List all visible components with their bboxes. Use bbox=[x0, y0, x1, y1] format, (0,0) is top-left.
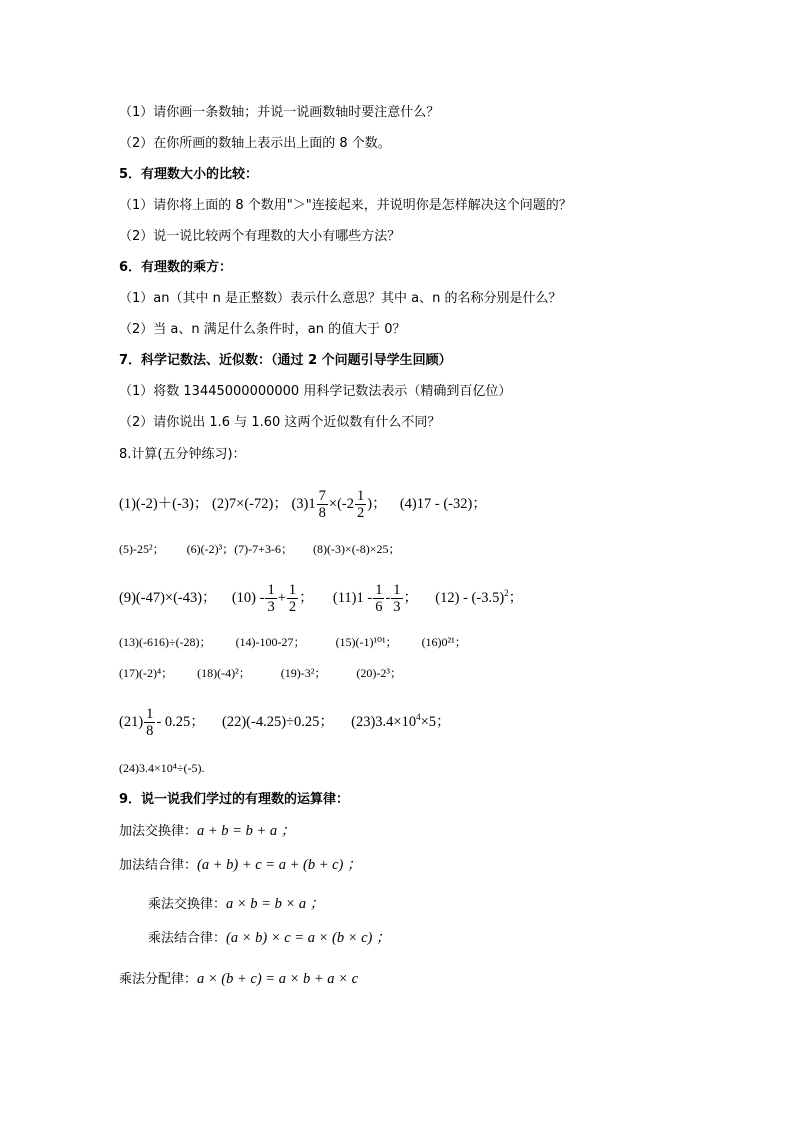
calc-3-whole: (3)1 bbox=[291, 496, 316, 512]
fraction bbox=[391, 583, 402, 615]
operator: + bbox=[277, 590, 286, 606]
law-label: 乘法交换律： bbox=[148, 897, 227, 912]
law-label: 乘法结合律： bbox=[148, 931, 227, 946]
fraction-numerator: 1 bbox=[288, 581, 297, 598]
calc-12-end: ； bbox=[508, 590, 524, 606]
calc-23 bbox=[351, 714, 450, 730]
fraction-denominator: 3 bbox=[267, 599, 275, 616]
calc-19: (19)-3²； bbox=[280, 666, 327, 680]
calc-21-end: - 0.25； bbox=[156, 714, 205, 730]
section-8-heading: 8.计算(五分钟练习)： bbox=[119, 447, 246, 462]
fraction-denominator: 6 bbox=[375, 599, 383, 616]
operator: - bbox=[385, 590, 391, 606]
fraction-denominator: 3 bbox=[393, 599, 401, 616]
section-5-heading: 5．有理数大小的比较： bbox=[119, 167, 259, 182]
calc-9: (9)(-47)×(-43)； bbox=[119, 590, 217, 606]
fraction-denominator: 2 bbox=[356, 505, 365, 522]
calc-13: (13)(-616)÷(-28)； bbox=[119, 635, 212, 649]
calc-5: (5)-25²； bbox=[119, 542, 165, 556]
law-label: 加法交换律： bbox=[119, 824, 198, 839]
law-multiplication-associative bbox=[148, 930, 391, 947]
law-formula: (a × b) × c = a × (b × c) ； bbox=[226, 930, 391, 946]
law-addition-associative bbox=[119, 857, 362, 874]
law-formula: a × b = b × a ； bbox=[226, 896, 325, 912]
calc-1: (1)(-2)＋(-3)； bbox=[119, 496, 209, 512]
section-7-heading: 7．科学记数法、近似数：（通过 2 个问题引导学生回顾） bbox=[119, 353, 452, 368]
calc-16: (16)0²¹； bbox=[421, 635, 467, 649]
law-distributive bbox=[119, 971, 358, 988]
law-formula: (a + b) + c = a + (b + c) ； bbox=[197, 857, 362, 873]
calc-21 bbox=[119, 705, 205, 740]
question-7-2: （2）请你说出 1.6 与 1.60 这两个近似数有什么不同？ bbox=[119, 415, 441, 430]
calc-14: (14)-100-27； bbox=[235, 635, 306, 649]
calc-12 bbox=[435, 590, 523, 606]
fraction bbox=[265, 583, 276, 615]
fraction-numerator: 1 bbox=[267, 581, 275, 598]
calc-row-3 bbox=[119, 578, 523, 618]
fraction-denominator: 8 bbox=[318, 505, 326, 522]
question-6-1: （1）an（其中 n 是正整数）表示什么意思？其中 a、n 的名称分别是什么？ bbox=[119, 291, 562, 306]
law-formula: a + b = b + a ； bbox=[197, 823, 296, 839]
calc-21-start: (21) bbox=[119, 714, 144, 730]
question-6-2: （2）当 a、n 满足什么条件时，an 的值大于 0？ bbox=[119, 322, 406, 337]
calc-10-end: ； bbox=[299, 590, 314, 606]
calc-20: (20)-2³； bbox=[356, 666, 402, 680]
calc-3-end: )； bbox=[367, 496, 387, 512]
fraction-numerator: 7 bbox=[318, 487, 326, 504]
calc-10 bbox=[231, 581, 314, 616]
fraction-numerator: 1 bbox=[393, 581, 401, 598]
calc-row-4 bbox=[119, 634, 467, 650]
calc-7: (7)-7+3-6； bbox=[234, 542, 293, 556]
calc-row-7: (24)3.4×10⁴÷(-5). bbox=[119, 761, 205, 775]
question-7-1: （1）将数 13445000000000 用科学记数法表示（精确到百亿位） bbox=[119, 384, 512, 399]
calc-row-2 bbox=[119, 541, 400, 557]
calc-17: (17)(-2)⁴； bbox=[119, 666, 174, 680]
fraction-denominator: 2 bbox=[288, 599, 297, 616]
fraction bbox=[373, 583, 384, 615]
law-addition-commutative bbox=[119, 823, 295, 840]
calc-11-end: ； bbox=[403, 590, 419, 606]
fraction-numerator: 1 bbox=[356, 487, 365, 504]
fraction bbox=[144, 707, 155, 739]
law-multiplication-commutative bbox=[148, 896, 324, 913]
calc-10-start: (10) - bbox=[231, 590, 265, 606]
section-6-heading: 6．有理数的乘方： bbox=[119, 260, 233, 275]
fraction bbox=[317, 489, 328, 521]
calc-8: (8)(-3)×(-8)×25； bbox=[312, 542, 401, 556]
fraction bbox=[355, 489, 366, 521]
calc-row-1 bbox=[119, 484, 487, 524]
question-4-2: （2）在你所画的数轴上表示出上面的 8 个数。 bbox=[119, 136, 391, 151]
section-9-heading: 9．说一说我们学过的有理数的运算律： bbox=[119, 792, 350, 807]
law-label: 加法结合律： bbox=[119, 858, 198, 873]
exponent: 4 bbox=[416, 712, 421, 723]
calc-23-end: ×5； bbox=[420, 714, 451, 730]
calc-row-5 bbox=[119, 665, 402, 681]
calc-22: (22)(-4.25)÷0.25； bbox=[222, 714, 334, 730]
calc-3-mid: ×(-2 bbox=[328, 496, 354, 512]
calc-6: (6)(-2)³； bbox=[186, 542, 235, 556]
calc-11-start: (11)1 - bbox=[332, 590, 373, 606]
question-4-1: （1）请你画一条数轴；并说一说画数轴时要注意什么？ bbox=[119, 105, 440, 120]
fraction bbox=[287, 583, 298, 615]
calc-2: (2)7×(-72)； bbox=[212, 496, 288, 512]
fraction-numerator: 1 bbox=[146, 705, 154, 722]
calc-15: (15)(-1)¹⁰¹； bbox=[335, 635, 398, 649]
fraction-denominator: 8 bbox=[146, 723, 154, 740]
law-label: 乘法分配律： bbox=[119, 972, 198, 987]
calc-11 bbox=[332, 581, 419, 616]
exponent: 2 bbox=[504, 588, 509, 599]
question-5-2: （2）说一说比较两个有理数的大小有哪些方法？ bbox=[119, 229, 401, 244]
calc-4: (4)17 - (-32)； bbox=[399, 496, 487, 512]
law-formula: a × (b + c) = a × b + a × c bbox=[197, 971, 359, 987]
calc-3 bbox=[291, 487, 390, 522]
calc-row-6 bbox=[119, 702, 451, 742]
fraction-numerator: 1 bbox=[375, 581, 383, 598]
calc-18: (18)(-4)²； bbox=[197, 666, 251, 680]
calc-12-start: (12) - (-3.5) bbox=[435, 590, 505, 606]
question-5-1: （1）请你将上面的 8 个数用"＞"连接起来，并说明你是怎样解决这个问题的？ bbox=[119, 198, 572, 213]
calc-23-start: (23)3.4×10 bbox=[351, 714, 417, 730]
